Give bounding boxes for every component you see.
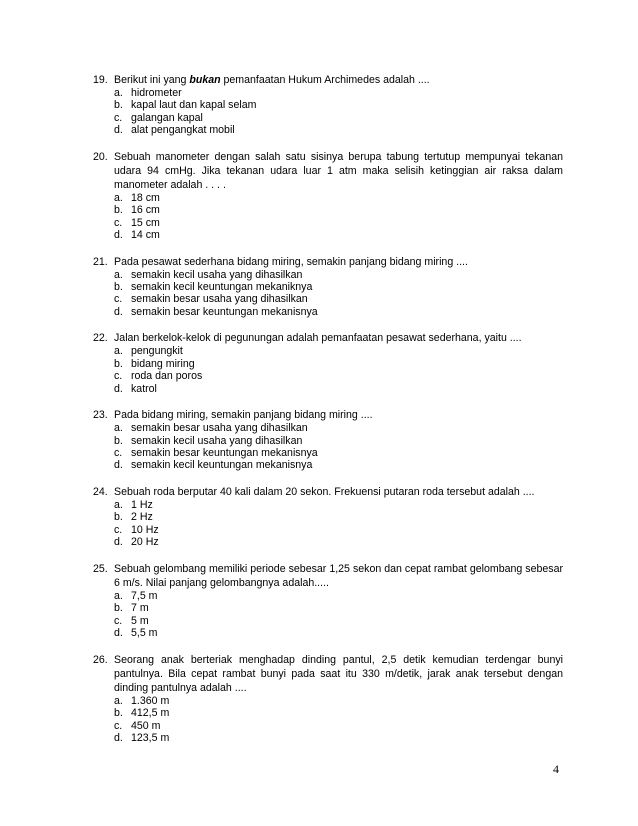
option-letter: c. — [114, 614, 123, 627]
option-text: semakin besar usaha yang dihasilkan — [131, 293, 308, 306]
option-text: 123,5 m — [131, 731, 170, 744]
option-text: 14 cm — [131, 229, 160, 242]
option-letter: d. — [114, 124, 123, 137]
question-24 — [93, 485, 563, 549]
option-b — [93, 602, 563, 614]
option-text: 2 Hz — [131, 511, 153, 524]
option-letter: a. — [114, 268, 123, 281]
option-letter: d. — [114, 459, 123, 472]
option-text: semakin besar keuntungan mekanisnya — [131, 447, 318, 460]
option-d — [93, 459, 563, 471]
option-c — [93, 447, 563, 459]
option-d — [93, 124, 563, 136]
option-text: 5,5 m — [131, 627, 158, 640]
question-text-body: Seorang anak berteriak menghadap dinding pantul, 2,5 detik kemudian terdengar bunyi pantulnya. Bila cepat rambat bunyi pada saat itu 330 m/detik, jarak anak tersebut dengan dinding pantulnya adalah .... — [114, 653, 563, 694]
option-list — [93, 695, 563, 745]
option-c — [93, 615, 563, 627]
option-list — [93, 590, 563, 640]
option-text: 7 m — [131, 602, 149, 615]
option-b — [93, 511, 563, 523]
option-d — [93, 536, 563, 548]
option-letter: a. — [114, 499, 123, 512]
option-text: 10 Hz — [131, 523, 159, 536]
option-list — [93, 87, 563, 137]
option-letter: b. — [114, 511, 123, 524]
option-letter: a. — [114, 694, 123, 707]
option-letter: c. — [114, 293, 123, 306]
option-b — [93, 281, 563, 293]
option-text: alat pengangkat mobil — [131, 124, 235, 137]
option-text: semakin kecil usaha yang dihasilkan — [131, 268, 303, 281]
question-number: 19. — [93, 74, 108, 86]
option-list — [93, 269, 563, 319]
question-text — [93, 653, 563, 695]
option-c — [93, 524, 563, 536]
option-a — [93, 269, 563, 281]
question-21 — [93, 255, 563, 319]
option-d — [93, 627, 563, 639]
option-text: pengungkit — [131, 345, 183, 358]
option-letter: d. — [114, 229, 123, 242]
option-letter: b. — [114, 281, 123, 294]
question-20 — [93, 150, 563, 242]
option-letter: b. — [114, 707, 123, 720]
option-text: 7,5 m — [131, 589, 158, 602]
question-number: 21. — [93, 255, 108, 268]
option-text: 412,5 m — [131, 707, 170, 720]
option-letter: b. — [114, 434, 123, 447]
question-26 — [93, 653, 563, 745]
question-number: 22. — [93, 332, 108, 345]
option-c — [93, 720, 563, 732]
option-text: 1 Hz — [131, 499, 153, 512]
option-text: roda dan poros — [131, 370, 203, 383]
option-d — [93, 306, 563, 318]
option-letter: d. — [114, 305, 123, 318]
option-letter: d. — [114, 536, 123, 549]
question-number: 20. — [93, 150, 108, 163]
question-number: 26. — [93, 653, 108, 666]
option-a — [93, 422, 563, 434]
question-text-body: Pada pesawat sederhana bidang miring, semakin panjang bidang miring .... — [114, 255, 468, 268]
question-text-body: Sebuah manometer dengan salah satu sisinya berupa tabung tertutup mempunyai tekanan udara 94 cmHg. Jika tekanan udara luar 1 atm maka selisih ketinggian air raksa dalam manometer adalah . . . . — [114, 150, 563, 191]
option-letter: c. — [114, 719, 123, 732]
question-text — [93, 255, 563, 269]
option-text: 20 Hz — [131, 536, 159, 549]
option-a — [93, 695, 563, 707]
question-number: 24. — [93, 486, 108, 499]
option-text: 1.360 m — [131, 694, 170, 707]
option-c — [93, 217, 563, 229]
option-text: semakin besar keuntungan mekanisnya — [131, 305, 318, 318]
option-letter: d. — [114, 382, 123, 395]
option-letter: c. — [114, 523, 123, 536]
option-list — [93, 192, 563, 242]
option-text: semakin kecil keuntungan mekanisnya — [131, 459, 313, 472]
option-letter: b. — [114, 99, 123, 112]
question-text-part: pemanfaatan Hukum Archimedes adalah .... — [220, 74, 430, 86]
option-a — [93, 590, 563, 602]
option-letter: a. — [114, 191, 123, 204]
option-a — [93, 192, 563, 204]
question-text — [93, 73, 563, 87]
option-letter: c. — [114, 216, 123, 229]
option-text: 18 cm — [131, 191, 160, 204]
option-list — [93, 422, 563, 472]
option-a — [93, 499, 563, 511]
option-letter: c. — [114, 111, 123, 124]
option-text: galangan kapal — [131, 111, 203, 124]
question-text — [93, 408, 563, 422]
option-text: 450 m — [131, 719, 161, 732]
question-text — [93, 562, 563, 590]
option-letter: a. — [114, 345, 123, 358]
option-letter: b. — [114, 357, 123, 370]
question-text-body: Sebuah gelombang memiliki periode sebesar 1,25 sekon dan cepat rambat gelombang sebesar 6 m/s. Nilai panjang gelombangnya adalah..... — [114, 562, 563, 589]
option-letter: a. — [114, 422, 123, 435]
question-text — [93, 331, 563, 345]
option-text: hidrometer — [131, 87, 182, 99]
option-text: kapal laut dan kapal selam — [131, 99, 257, 112]
option-b — [93, 99, 563, 111]
option-d — [93, 383, 563, 395]
option-text: katrol — [131, 382, 157, 395]
option-letter: a. — [114, 87, 123, 99]
option-a — [93, 87, 563, 99]
option-c — [93, 112, 563, 124]
option-text: semakin kecil keuntungan mekaniknya — [131, 281, 313, 294]
option-letter: d. — [114, 627, 123, 640]
question-number: 25. — [93, 562, 108, 575]
option-b — [93, 435, 563, 447]
option-d — [93, 229, 563, 241]
option-text: 15 cm — [131, 216, 160, 229]
question-text-body: Pada bidang miring, semakin panjang bidang miring .... — [114, 409, 373, 422]
question-text — [93, 485, 563, 499]
question-text-part: Berikut ini yang — [114, 74, 190, 86]
option-text: semakin kecil usaha yang dihasilkan — [131, 434, 303, 447]
question-23 — [93, 408, 563, 472]
option-letter: b. — [114, 602, 123, 615]
option-b — [93, 707, 563, 719]
option-list — [93, 345, 563, 395]
option-list — [93, 499, 563, 549]
question-text-body: Jalan berkelok-kelok di pegunungan adalah pemanfaatan pesawat sederhana, yaitu .... — [114, 332, 522, 345]
question-text — [93, 150, 563, 192]
page-number: 4 — [553, 762, 559, 776]
question-number: 23. — [93, 409, 108, 422]
option-d — [93, 732, 563, 744]
option-letter: c. — [114, 370, 123, 383]
option-b — [93, 204, 563, 216]
question-22 — [93, 331, 563, 395]
option-text: 5 m — [131, 614, 149, 627]
option-text: bidang miring — [131, 357, 195, 370]
option-c — [93, 293, 563, 305]
option-b — [93, 358, 563, 370]
option-letter: b. — [114, 204, 123, 217]
option-c — [93, 370, 563, 382]
option-text: semakin besar usaha yang dihasilkan — [131, 422, 308, 435]
question-25 — [93, 562, 563, 640]
option-letter: d. — [114, 731, 123, 744]
question-text-body: Sebuah roda berputar 40 kali dalam 20 sekon. Frekuensi putaran roda tersebut adalah .... — [114, 486, 535, 499]
option-text: 16 cm — [131, 204, 160, 217]
option-letter: c. — [114, 447, 123, 460]
question-list — [93, 73, 563, 758]
option-letter: a. — [114, 589, 123, 602]
question-19 — [93, 73, 563, 137]
emphasized-word: bukan — [189, 74, 221, 86]
option-a — [93, 345, 563, 357]
